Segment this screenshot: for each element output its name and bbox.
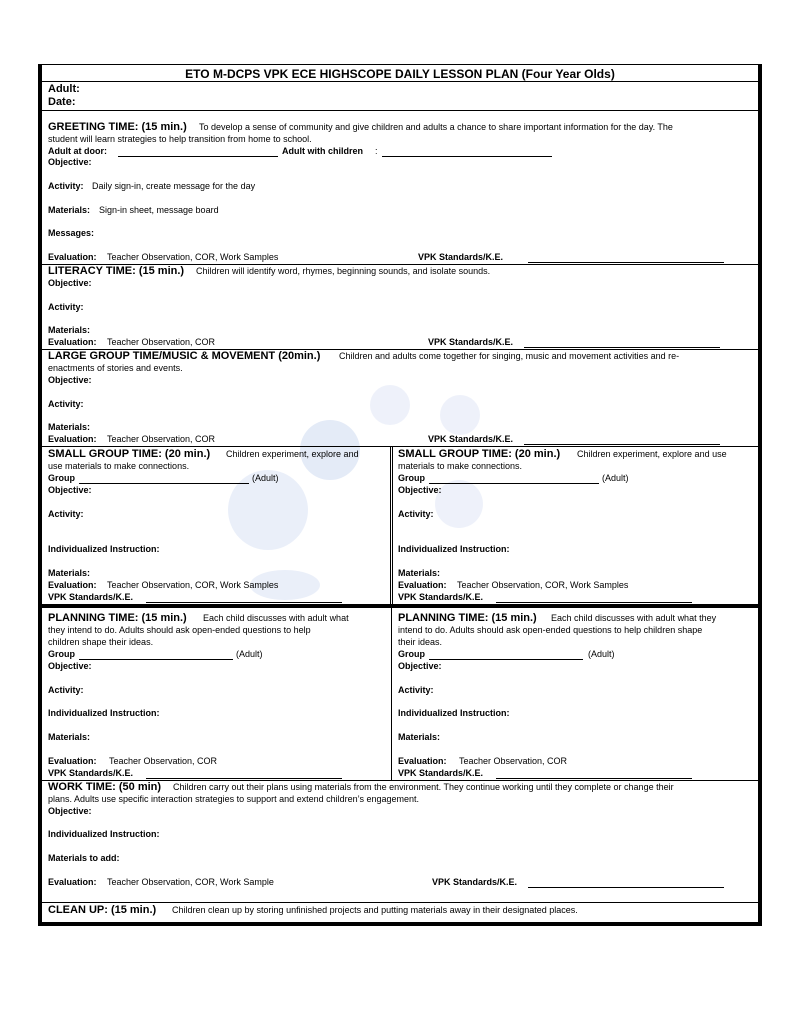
small-group-left-objective: Objective: bbox=[48, 485, 92, 495]
planning-right-objective: Objective: bbox=[398, 661, 442, 671]
small-group-left-adult: (Adult) bbox=[252, 473, 279, 483]
literacy-vpk-label: VPK Standards/K.E. bbox=[428, 337, 514, 347]
divider bbox=[42, 81, 758, 82]
small-group-right-materials: Materials: bbox=[398, 568, 441, 578]
planning-left-desc-3: children shape their ideas. bbox=[48, 637, 154, 647]
planning-left-group-field[interactable] bbox=[79, 659, 233, 660]
planning-left-group-label: Group bbox=[48, 649, 75, 659]
column-divider bbox=[392, 446, 393, 604]
planning-left-materials: Materials: bbox=[48, 732, 91, 742]
literacy-activity: Activity: bbox=[48, 302, 84, 312]
adult-with-children-label: Adult with children bbox=[282, 146, 363, 156]
small-group-left-evaluation-label: Evaluation: bbox=[48, 580, 97, 590]
greeting-activity-text: Daily sign-in, create message for the day bbox=[92, 181, 256, 191]
small-group-right-evaluation-label: Evaluation: bbox=[398, 580, 447, 590]
planning-left-objective: Objective: bbox=[48, 661, 92, 671]
work-time-desc: Children carry out their plans using materials from the environment. They continue working until they complete or change their bbox=[173, 782, 674, 792]
small-group-left-desc: Children experiment, explore and bbox=[226, 449, 359, 459]
large-group-vpk-label: VPK Standards/K.E. bbox=[428, 434, 514, 444]
planning-left-desc: Each child discusses with adult what bbox=[203, 613, 349, 623]
large-group-materials: Materials: bbox=[48, 422, 91, 432]
small-group-left-heading: SMALL GROUP TIME: (20 min.) bbox=[48, 448, 211, 460]
literacy-materials: Materials: bbox=[48, 325, 91, 335]
small-group-right-objective: Objective: bbox=[398, 485, 442, 495]
work-time-heading: WORK TIME: (50 min) bbox=[48, 781, 162, 793]
greeting-evaluation-text: Teacher Observation, COR, Work Samples bbox=[107, 252, 279, 262]
small-group-right-group-field[interactable] bbox=[429, 483, 599, 484]
work-time-desc-2: plans. Adults use specific interaction strategies to support and extend children’s engagement. bbox=[48, 794, 420, 804]
colon: : bbox=[375, 146, 378, 156]
greeting-evaluation-label: Evaluation: bbox=[48, 252, 97, 262]
adult-label: Adult: bbox=[48, 83, 80, 95]
planning-left-individualized: Individualized Instruction: bbox=[48, 708, 160, 718]
clean-up-desc: Children clean up by storing unfinished projects and putting materials away in their designated places. bbox=[172, 905, 578, 915]
planning-right-group-field[interactable] bbox=[429, 659, 583, 660]
small-group-left-vpk-field[interactable] bbox=[146, 602, 342, 603]
column-divider bbox=[390, 446, 391, 604]
planning-right-desc: Each child discusses with adult what they bbox=[551, 613, 717, 623]
work-time-vpk-field[interactable] bbox=[528, 887, 724, 888]
large-group-desc: Children and adults come together for singing, music and movement activities and re- bbox=[339, 351, 680, 361]
small-group-left-group-field[interactable] bbox=[79, 483, 249, 484]
large-group-objective: Objective: bbox=[48, 375, 92, 385]
planning-left-heading: PLANNING TIME: (15 min.) bbox=[48, 612, 187, 624]
planning-right-heading: PLANNING TIME: (15 min.) bbox=[398, 612, 537, 624]
literacy-vpk-field[interactable] bbox=[524, 347, 720, 348]
greeting-vpk-field[interactable] bbox=[528, 262, 724, 263]
section-divider bbox=[38, 604, 762, 608]
planning-right-adult: (Adult) bbox=[588, 649, 615, 659]
large-group-evaluation-label: Evaluation: bbox=[48, 434, 97, 444]
adult-with-children-field[interactable] bbox=[382, 156, 552, 157]
planning-left-evaluation-text: Teacher Observation, COR bbox=[109, 756, 218, 766]
small-group-right-desc-2: materials to make connections. bbox=[398, 461, 523, 471]
large-group-heading: LARGE GROUP TIME/MUSIC & MOVEMENT (20min.) bbox=[48, 350, 321, 362]
literacy-evaluation-label: Evaluation: bbox=[48, 337, 97, 347]
greeting-objective: Objective: bbox=[48, 157, 92, 167]
literacy-desc: Children will identify word, rhymes, beginning sounds, and isolate sounds. bbox=[196, 266, 491, 276]
small-group-right-desc: Children experiment, explore and use bbox=[577, 449, 727, 459]
small-group-right-vpk-field[interactable] bbox=[496, 602, 692, 603]
greeting-activity-label: Activity: bbox=[48, 181, 84, 191]
planning-right-individualized: Individualized Instruction: bbox=[398, 708, 510, 718]
planning-right-group-label: Group bbox=[398, 649, 425, 659]
planning-left-vpk-label: VPK Standards/K.E. bbox=[48, 768, 134, 778]
small-group-left-vpk-label: VPK Standards/K.E. bbox=[48, 592, 134, 602]
date-label: Date: bbox=[48, 96, 76, 108]
large-group-desc-2: enactments of stories and events. bbox=[48, 363, 183, 373]
small-group-right-adult: (Adult) bbox=[602, 473, 629, 483]
page-title: ETO M-DCPS VPK ECE HIGHSCOPE DAILY LESSON PLAN (Four Year Olds) bbox=[185, 67, 615, 81]
small-group-right-vpk-label: VPK Standards/K.E. bbox=[398, 592, 484, 602]
large-group-vpk-field[interactable] bbox=[524, 444, 720, 445]
work-time-objective: Objective: bbox=[48, 806, 92, 816]
greeting-messages: Messages: bbox=[48, 228, 95, 238]
planning-left-activity: Activity: bbox=[48, 685, 84, 695]
greeting-desc: To develop a sense of community and give children and adults a chance to share important information for the day. The bbox=[199, 122, 673, 132]
planning-left-evaluation-label: Evaluation: bbox=[48, 756, 97, 766]
divider bbox=[42, 902, 758, 903]
literacy-evaluation-text: Teacher Observation, COR bbox=[107, 337, 216, 347]
planning-right-activity: Activity: bbox=[398, 685, 434, 695]
planning-left-adult: (Adult) bbox=[236, 649, 263, 659]
greeting-desc-2: student will learn strategies to help transition from home to school. bbox=[48, 134, 312, 144]
work-time-evaluation-text: Teacher Observation, COR, Work Sample bbox=[107, 877, 274, 887]
literacy-objective: Objective: bbox=[48, 278, 92, 288]
work-time-individualized: Individualized Instruction: bbox=[48, 829, 160, 839]
large-group-activity: Activity: bbox=[48, 399, 84, 409]
divider bbox=[42, 110, 758, 111]
planning-left-vpk-field[interactable] bbox=[146, 778, 342, 779]
planning-right-materials: Materials: bbox=[398, 732, 441, 742]
planning-right-vpk-label: VPK Standards/K.E. bbox=[398, 768, 484, 778]
greeting-materials-text: Sign-in sheet, message board bbox=[99, 205, 219, 215]
planning-right-evaluation-text: Teacher Observation, COR bbox=[459, 756, 568, 766]
work-time-materials: Materials to add: bbox=[48, 853, 120, 863]
column-divider bbox=[391, 608, 392, 780]
small-group-left-materials: Materials: bbox=[48, 568, 91, 578]
small-group-left-group-label: Group bbox=[48, 473, 75, 483]
planning-right-vpk-field[interactable] bbox=[496, 778, 692, 779]
adult-at-door-field[interactable] bbox=[118, 156, 278, 157]
greeting-vpk-label: VPK Standards/K.E. bbox=[418, 252, 504, 262]
large-group-evaluation-text: Teacher Observation, COR bbox=[107, 434, 216, 444]
small-group-left-evaluation-text: Teacher Observation, COR, Work Samples bbox=[107, 580, 279, 590]
greeting-materials-label: Materials: bbox=[48, 205, 91, 215]
adult-at-door-label: Adult at door: bbox=[48, 146, 107, 156]
small-group-left-desc-2: use materials to make connections. bbox=[48, 461, 190, 471]
planning-right-desc-3: their ideas. bbox=[398, 637, 443, 647]
greeting-heading: GREETING TIME: (15 min.) bbox=[48, 121, 187, 133]
small-group-right-evaluation-text: Teacher Observation, COR, Work Samples bbox=[457, 580, 629, 590]
planning-right-evaluation-label: Evaluation: bbox=[398, 756, 447, 766]
work-time-vpk-label: VPK Standards/K.E. bbox=[432, 877, 518, 887]
clean-up-heading: CLEAN UP: (15 min.) bbox=[48, 904, 157, 916]
small-group-left-activity: Activity: bbox=[48, 509, 84, 519]
planning-left-desc-2: they intend to do. Adults should ask open-ended questions to help bbox=[48, 625, 311, 635]
literacy-heading: LITERACY TIME: (15 min.) bbox=[48, 265, 185, 277]
small-group-right-group-label: Group bbox=[398, 473, 425, 483]
small-group-right-heading: SMALL GROUP TIME: (20 min.) bbox=[398, 448, 561, 460]
planning-right-desc-2: intend to do. Adults should ask open-ended questions to help children shape bbox=[398, 625, 703, 635]
small-group-right-individualized: Individualized Instruction: bbox=[398, 544, 510, 554]
small-group-left-individualized: Individualized Instruction: bbox=[48, 544, 160, 554]
small-group-right-activity: Activity: bbox=[398, 509, 434, 519]
work-time-evaluation-label: Evaluation: bbox=[48, 877, 97, 887]
divider bbox=[42, 446, 758, 447]
